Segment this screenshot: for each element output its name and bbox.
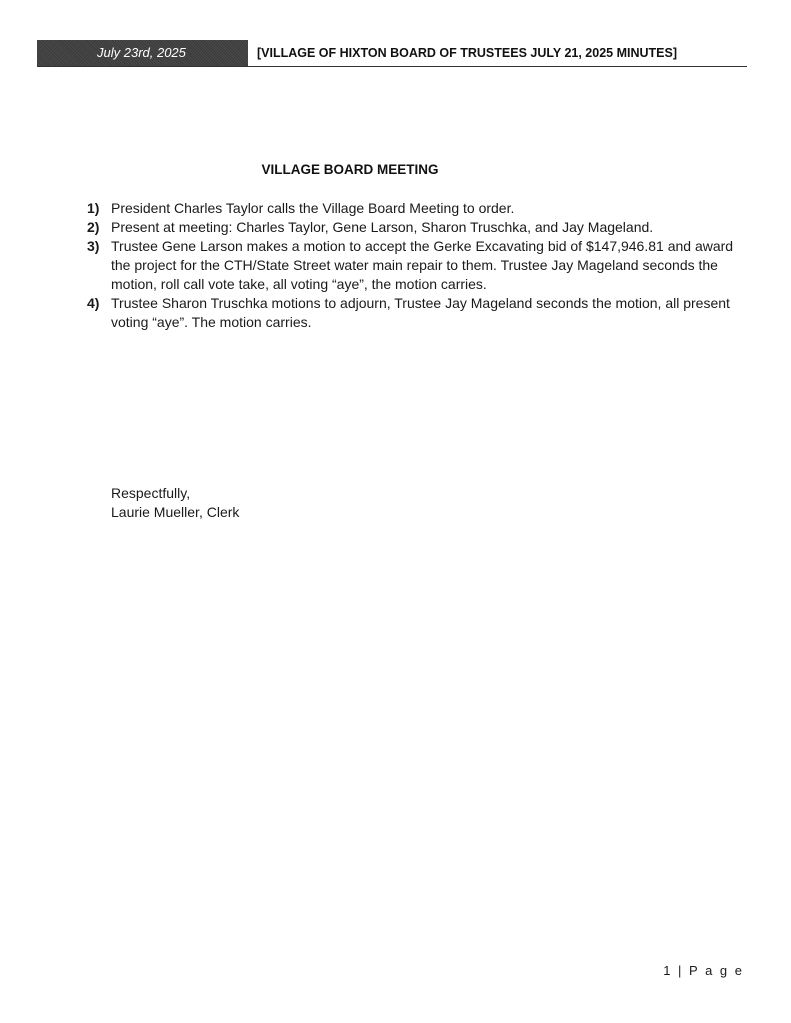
item-number: 2) (87, 219, 100, 235)
header-divider (37, 66, 747, 67)
signoff-closing: Respectfully, (111, 485, 191, 501)
minutes-list (85, 199, 745, 332)
item-number: 3) (87, 238, 100, 254)
item-text: Present at meeting: Charles Taylor, Gene Larson, Sharon Truschka, and Jay Mageland. (111, 219, 654, 235)
signoff-signer: Laurie Mueller, Clerk (111, 504, 240, 520)
list-item (85, 199, 745, 218)
header-title: [VILLAGE OF HIXTON BOARD OF TRUSTEES JULY 21, 2025 MINUTES] (257, 46, 677, 60)
list-item (85, 218, 745, 237)
list-item (85, 237, 745, 294)
page-header (37, 40, 747, 67)
item-number: 4) (87, 295, 100, 311)
header-date: July 23rd, 2025 (37, 40, 248, 66)
item-text: President Charles Taylor calls the Village Board Meeting to order. (111, 200, 515, 216)
signoff-block (111, 484, 239, 522)
item-number: 1) (87, 200, 100, 216)
item-text: Trustee Gene Larson makes a motion to accept the Gerke Excavating bid of $147,946.81 and award the project for the CTH/State Street water main repair to them. Trustee Jay Mageland seconds the motion, roll call vote take, all voting “aye”, the motion carries. (111, 238, 734, 292)
document-heading: VILLAGE BOARD MEETING (261, 162, 439, 177)
list-item (85, 294, 745, 332)
page-number: 1 | P a g e (663, 963, 744, 978)
item-text: Trustee Sharon Truschka motions to adjourn, Trustee Jay Mageland seconds the motion, all present voting “aye”. The motion carries. (111, 295, 730, 330)
